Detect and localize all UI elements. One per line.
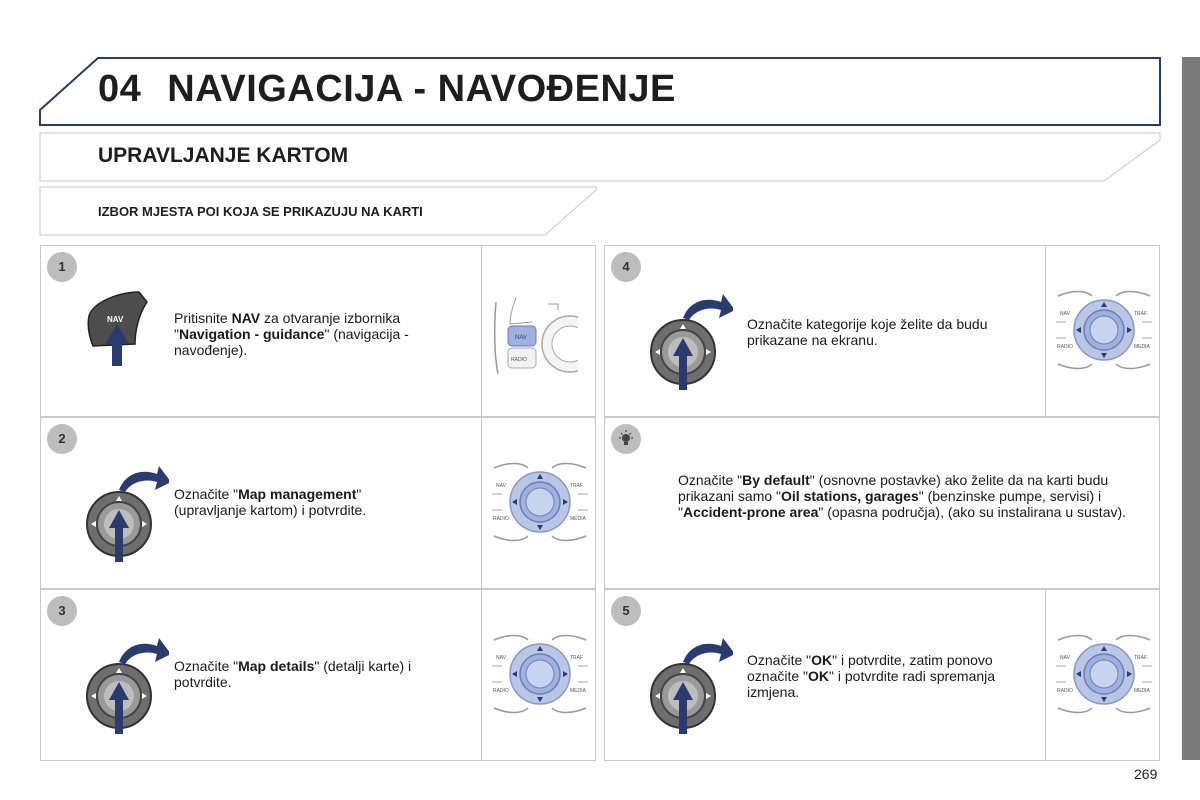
svg-text:MEDIA: MEDIA <box>1134 344 1150 350</box>
step-instruction <box>174 658 464 690</box>
svg-text:RADIO: RADIO <box>1057 688 1073 694</box>
emphasized-text: Map management <box>238 486 357 502</box>
step-number-badge: 3 <box>47 596 77 626</box>
control-panel-illustration <box>1052 286 1156 374</box>
emphasized-text: Oil stations, garages <box>781 488 919 504</box>
svg-text:NAV: NAV <box>1060 655 1070 661</box>
svg-text:NAV: NAV <box>515 335 527 341</box>
svg-text:RADIO: RADIO <box>493 688 509 694</box>
control-illustration-cell <box>1045 246 1160 416</box>
step-instruction <box>747 652 1037 700</box>
emphasized-text: Map details <box>238 658 315 674</box>
step-panel <box>40 589 596 761</box>
step-panel <box>40 245 596 417</box>
emphasized-text: By default <box>742 472 810 488</box>
nav-button-closeup-illustration <box>488 294 578 384</box>
control-panel-illustration <box>1052 630 1156 718</box>
svg-text:TRAF: TRAF <box>1134 311 1148 317</box>
step-instruction <box>174 486 414 518</box>
svg-text:RADIO: RADIO <box>493 516 509 522</box>
rotary-knob-icon <box>79 630 169 740</box>
step-action-illustration <box>79 458 169 573</box>
chapter-title: NAVIGACIJA - NAVOĐENJE <box>167 68 676 110</box>
instruction-text: " (benzinske pumpe, servisi) i " <box>678 488 1102 520</box>
svg-text:TRAF: TRAF <box>570 483 584 489</box>
instruction-text: " (upravljanje kartom) i potvrdite. <box>174 486 367 518</box>
emphasized-text: NAV <box>231 310 261 326</box>
step-instruction <box>678 472 1128 520</box>
instruction-text: Označite " <box>174 658 239 674</box>
svg-text:TRAF: TRAF <box>1134 655 1148 661</box>
step-instruction <box>747 316 1037 348</box>
step-number-badge: 4 <box>611 252 641 282</box>
step-panel <box>40 417 596 589</box>
svg-text:NAV: NAV <box>496 655 506 661</box>
control-panel-illustration <box>488 630 592 718</box>
tip-badge <box>611 424 641 454</box>
step-number-badge: 5 <box>611 596 641 626</box>
svg-text:RADIO: RADIO <box>511 357 527 363</box>
instruction-text: Označite " <box>747 652 812 668</box>
svg-text:NAV: NAV <box>1060 311 1070 317</box>
chapter-heading <box>98 68 676 111</box>
instruction-text: Pritisnite <box>174 310 232 326</box>
control-panel-illustration <box>488 458 592 546</box>
step-action-illustration <box>79 630 169 745</box>
svg-text:NAV: NAV <box>496 483 506 489</box>
step-panel <box>604 245 1160 417</box>
control-illustration-cell <box>481 590 596 760</box>
step-instruction <box>174 310 444 358</box>
rotary-knob-icon <box>643 286 733 396</box>
svg-text:MEDIA: MEDIA <box>570 516 586 522</box>
step-number-badge: 2 <box>47 424 77 454</box>
svg-text:MEDIA: MEDIA <box>1134 688 1150 694</box>
lightbulb-tip-icon <box>618 430 634 448</box>
emphasized-text: OK <box>808 668 830 684</box>
step-action-illustration <box>79 286 169 401</box>
emphasized-text: OK <box>811 652 833 668</box>
instruction-text: Označite kategorije koje želite da budu prikazane na ekranu. <box>747 316 988 348</box>
chapter-number: 04 <box>98 68 142 110</box>
instruction-text: " i potvrdite radi spremanja izmjena. <box>747 668 996 700</box>
instruction-text: " (osnovne postavke) ako želite da na karti budu prikazani samo " <box>678 472 1109 504</box>
step-panel <box>604 417 1160 589</box>
subsection-title: IZBOR MJESTA POI KOJA SE PRIKAZUJU NA KARTI <box>98 204 423 219</box>
control-illustration-cell <box>481 246 596 416</box>
svg-text:RADIO: RADIO <box>1057 344 1073 350</box>
instruction-text: " (opasna područja), (ako su instalirana u sustav). <box>818 504 1127 520</box>
emphasized-text: Navigation - guidance <box>178 326 325 342</box>
svg-text:TRAF: TRAF <box>570 655 584 661</box>
svg-text:NAV: NAV <box>107 315 124 324</box>
step-action-illustration <box>643 286 733 401</box>
step-panel <box>604 589 1160 761</box>
step-number-badge: 1 <box>47 252 77 282</box>
nav-button-icon <box>79 286 169 396</box>
rotary-knob-icon <box>643 630 733 740</box>
section-title: UPRAVLJANJE KARTOM <box>98 144 349 167</box>
side-chapter-tab <box>1182 57 1200 760</box>
svg-text:MEDIA: MEDIA <box>570 688 586 694</box>
rotary-knob-icon <box>79 458 169 568</box>
emphasized-text: Accident-prone area <box>682 504 819 520</box>
control-illustration-cell <box>481 418 596 588</box>
page-number: 269 <box>1134 766 1158 782</box>
instruction-text: " (navigacija - navođenje). <box>174 326 409 358</box>
instruction-text: " (detalji karte) i potvrdite. <box>174 658 412 690</box>
instruction-text: Označite " <box>678 472 743 488</box>
instruction-text: Označite " <box>174 486 239 502</box>
step-action-illustration <box>643 630 733 745</box>
instruction-text: " i potvrdite, zatim ponovo označite " <box>747 652 993 684</box>
instruction-text: za otvaranje izbornika " <box>174 310 401 342</box>
control-illustration-cell <box>1045 590 1160 760</box>
